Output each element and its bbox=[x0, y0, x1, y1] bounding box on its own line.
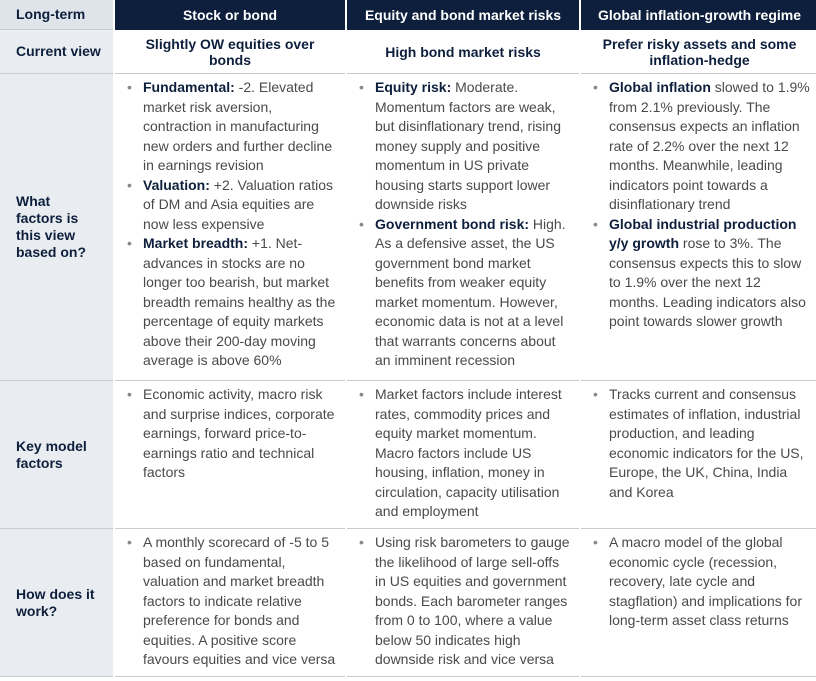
factors-regime bbox=[581, 74, 816, 381]
list-item: • Equity risk: Moderate. Momentum factors are weak, but disinflationary trend, rising money supply and positive momentum in US private housing starts support lower downside risks bbox=[355, 78, 573, 215]
row-label-key-model-factors: Key model factors bbox=[0, 381, 113, 529]
model-stock-bond bbox=[115, 381, 345, 529]
how-regime bbox=[581, 529, 816, 677]
list-item: • Using risk barometers to gauge the likelihood of large sell-offs in US equities and government bonds. Each barometer ranges from 0 to 100, where a value below 50 indicates high downside risk and vice versa bbox=[355, 533, 573, 670]
row-label-factors: What factors is this view based on? bbox=[0, 74, 113, 381]
current-view-stock-bond: Slightly OW equities over bonds bbox=[115, 30, 345, 74]
list-item: • Fundamental: -2. Elevated market risk aversion, contraction in manufacturing new orders and further decline in earnings revision bbox=[123, 78, 339, 176]
row-label-current-view: Current view bbox=[0, 30, 113, 74]
list-item: • A macro model of the global economic cycle (recession, recovery, late cycle and stagflation) and implications for long-term asset class returns bbox=[589, 533, 812, 631]
factors-market-risks bbox=[347, 74, 579, 381]
how-market-risks bbox=[347, 529, 579, 677]
factors-stock-bond bbox=[115, 74, 345, 381]
list-item: • Valuation: +2. Valuation ratios of DM and Asia equities are now less expensive bbox=[123, 176, 339, 235]
corner-header: Long-term bbox=[0, 0, 113, 30]
list-item: • A monthly scorecard of -5 to 5 based on fundamental, valuation and market breadth factors to indicate relative preference for bonds and equities. A positive score favours equities and vice versa bbox=[123, 533, 339, 670]
current-view-market-risks: High bond market risks bbox=[347, 30, 579, 74]
list-item: • Global inflation slowed to 1.9% from 2.1% previously. The consensus expects an inflation rate of 2.2% over the next 12 months. Meanwhile, leading indicators point towards a disinflationary trend bbox=[589, 78, 812, 215]
model-market-risks bbox=[347, 381, 579, 529]
list-item: • Tracks current and consensus estimates of inflation, industrial production, and leading economic indicators for the US, Europe, the UK, China, India and Korea bbox=[589, 385, 812, 502]
how-stock-bond bbox=[115, 529, 345, 677]
list-item: • Market factors include interest rates, commodity prices and equity market momentum. Macro factors include US housing, inflation, money in circulation, capacity utilisation and employment bbox=[355, 385, 573, 522]
header-equity-bond-risks: Equity and bond market risks bbox=[347, 0, 579, 30]
list-item: • Economic activity, macro risk and surprise indices, corporate earnings, forward price-to-earnings ratio and technical factors bbox=[123, 385, 339, 483]
model-regime bbox=[581, 381, 816, 529]
header-inflation-growth-regime: Global inflation-growth regime bbox=[581, 0, 816, 30]
header-stock-or-bond: Stock or bond bbox=[115, 0, 345, 30]
row-label-how-it-works: How does it work? bbox=[0, 529, 113, 677]
current-view-regime: Prefer risky assets and some inflation-hedge bbox=[581, 30, 816, 74]
list-item: • Global industrial production y/y growth rose to 3%. The consensus expects this to slow to 1.9% over the next 12 months. Leading indicators also point towards slower growth bbox=[589, 215, 812, 332]
list-item: • Market breadth: +1. Net-advances in stocks are no longer too bearish, but market breadth remains healthy as the percentage of equity markets above their 200-day moving average is above 60% bbox=[123, 234, 339, 371]
list-item: • Government bond risk: High. As a defensive asset, the US government bond market benefits from weaker equity market momentum. However, economic data is not at a level that warrants concerns about an imminent recession bbox=[355, 215, 573, 371]
